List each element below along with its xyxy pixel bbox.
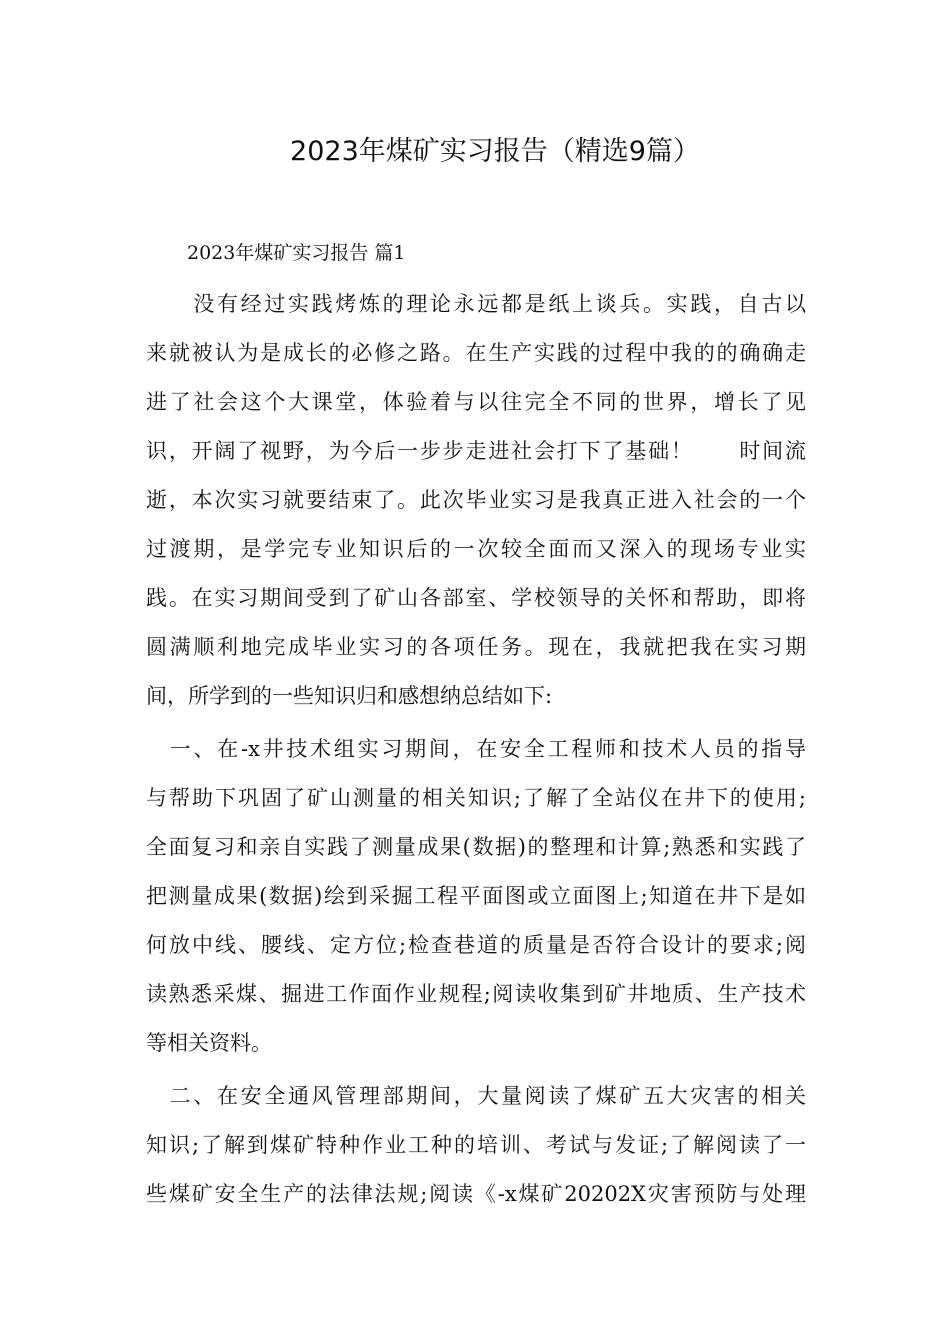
text-line: 进了社会这个大课堂，体验着与以往完全不同的世界，增长了见 bbox=[146, 390, 806, 414]
paragraph-intro bbox=[146, 280, 806, 721]
text-line: 间，所学到的一些知识归和感想纳总结如下: bbox=[146, 684, 553, 708]
text-line: 全面复习和亲自实践了测量成果(数据)的整理和计算;熟悉和实践了 bbox=[146, 835, 806, 859]
text-line: 识，开阔了视野，为今后一步步走进社会打下了基础！ 时间流 bbox=[146, 439, 806, 463]
text-line: 何放中线、腰线、定方位;检查巷道的质量是否符合设计的要求;阅 bbox=[146, 933, 806, 957]
section-heading: 2023年煤矿实习报告 篇1 bbox=[187, 242, 406, 264]
text-line: 与帮助下巩固了矿山测量的相关知识;了解了全站仪在井下的使用; bbox=[146, 786, 806, 810]
text-line: 过渡期，是学完专业知识后的一次较全面而又深入的现场专业实 bbox=[146, 537, 806, 561]
paragraph-section-one bbox=[146, 725, 806, 1068]
text-line: 圆满顺利地完成毕业实习的各项任务。现在，我就把我在实习期 bbox=[146, 635, 806, 659]
text-line: 等相关资料。 bbox=[146, 1031, 272, 1055]
text-line: 践。在实习期间受到了矿山各部室、学校领导的关怀和帮助，即将 bbox=[146, 586, 806, 610]
text-line: 知识;了解到煤矿特种作业工种的培训、考试与发证;了解阅读了一 bbox=[146, 1133, 806, 1157]
document-title: 2023年煤矿实习报告（精选9篇） bbox=[290, 136, 700, 167]
text-line: 逝，本次实习就要结束了。此次毕业实习是我真正进入社会的一个 bbox=[146, 488, 806, 512]
text-line: 些煤矿安全生产的法律法规;阅读《-x煤矿20202X灾害预防与处理 bbox=[146, 1182, 806, 1206]
text-line: 读熟悉采煤、掘进工作面作业规程;阅读收集到矿井地质、生产技术 bbox=[146, 982, 806, 1006]
text-line: 来就被认为是成长的必修之路。在生产实践的过程中我的的确确走 bbox=[146, 341, 806, 365]
text-line: 二、在安全通风管理部期间，大量阅读了煤矿五大灾害的相关 bbox=[146, 1084, 806, 1108]
paragraph-section-two bbox=[146, 1072, 806, 1219]
text-line: 一、在-x井技术组实习期间，在安全工程师和技术人员的指导 bbox=[146, 737, 806, 761]
text-line: 没有经过实践烤炼的理论永远都是纸上谈兵。实践，自古以 bbox=[146, 292, 806, 316]
text-line: 把测量成果(数据)绘到采掘工程平面图或立面图上;知道在井下是如 bbox=[146, 884, 806, 908]
